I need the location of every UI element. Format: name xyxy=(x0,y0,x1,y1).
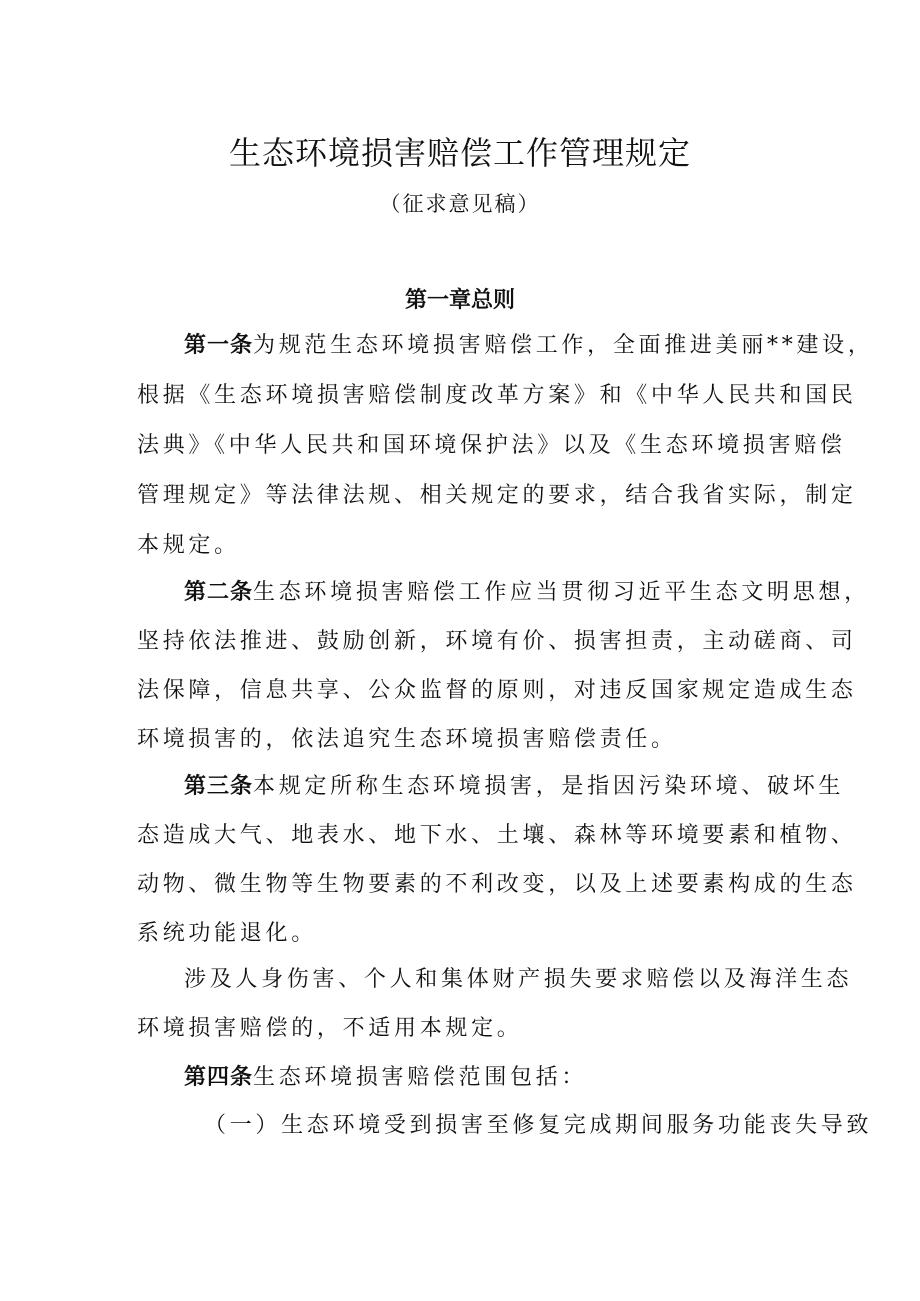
article-text: 为规范生态环境损害赔偿工作，全面推进美丽**建设， xyxy=(253,333,874,358)
article-1-line-4: 管理规定》等法律法规、相关规定的要求，结合我省实际，制定 xyxy=(137,483,857,508)
list-item-1: （一）生态环境受到损害至修复完成期间服务功能丧失导致 xyxy=(204,1113,873,1138)
article-3-line-3: 动物、微生物等生物要素的不利改变，以及上述要素构成的生态 xyxy=(137,872,857,897)
article-3-paragraph-2-line-2: 环境损害赔偿的，不适用本规定。 xyxy=(137,1016,523,1041)
article-3-line-1 xyxy=(184,769,844,805)
article-3-paragraph-2-line-1: 涉及人身伤害、个人和集体财产损失要求赔偿以及海洋生态 xyxy=(184,967,853,992)
article-1-line-2: 根据《生态环境损害赔偿制度改革方案》和《中华人民共和国民 xyxy=(137,383,857,408)
article-number: 第三条 xyxy=(184,774,254,799)
document-subtitle: （征求意见稿） xyxy=(379,192,541,216)
article-4-line-1 xyxy=(184,1060,587,1096)
article-3-line-2: 态造成大气、地表水、地下水、土壤、森林等环境要素和植物、 xyxy=(137,823,857,848)
article-1-line-5: 本规定。 xyxy=(137,533,240,558)
article-number: 第四条 xyxy=(184,1065,254,1090)
chapter-heading: 第一章总则 xyxy=(404,288,515,313)
article-number: 第一条 xyxy=(184,333,254,358)
article-2-line-2: 坚持依法推进、鼓励创新，环境有价、损害担责，主动磋商、司 xyxy=(137,629,857,654)
article-1-line-3: 法典》《中华人民共和国环境保护法》以及《生态环境损害赔偿 xyxy=(137,433,846,458)
article-text: 本规定所称生态环境损害，是指因污染环境、破坏生 xyxy=(253,774,845,799)
article-text: 生态环境损害赔偿范围包括： xyxy=(253,1065,588,1090)
article-3-line-4: 系统功能退化。 xyxy=(137,921,317,946)
article-number: 第二条 xyxy=(184,580,254,605)
article-2-line-3: 法保障，信息共享、公众监督的原则，对违反国家规定造成生态 xyxy=(137,678,857,703)
document-title: 生态环境损害赔偿工作管理规定 xyxy=(228,134,691,172)
article-2-line-1 xyxy=(184,575,870,611)
article-text: 生态环境损害赔偿工作应当贯彻习近平生态文明思想， xyxy=(253,580,870,605)
article-2-line-4: 环境损害的，依法追究生态环境损害赔偿责任。 xyxy=(137,727,677,752)
article-1-line-1 xyxy=(184,328,874,364)
